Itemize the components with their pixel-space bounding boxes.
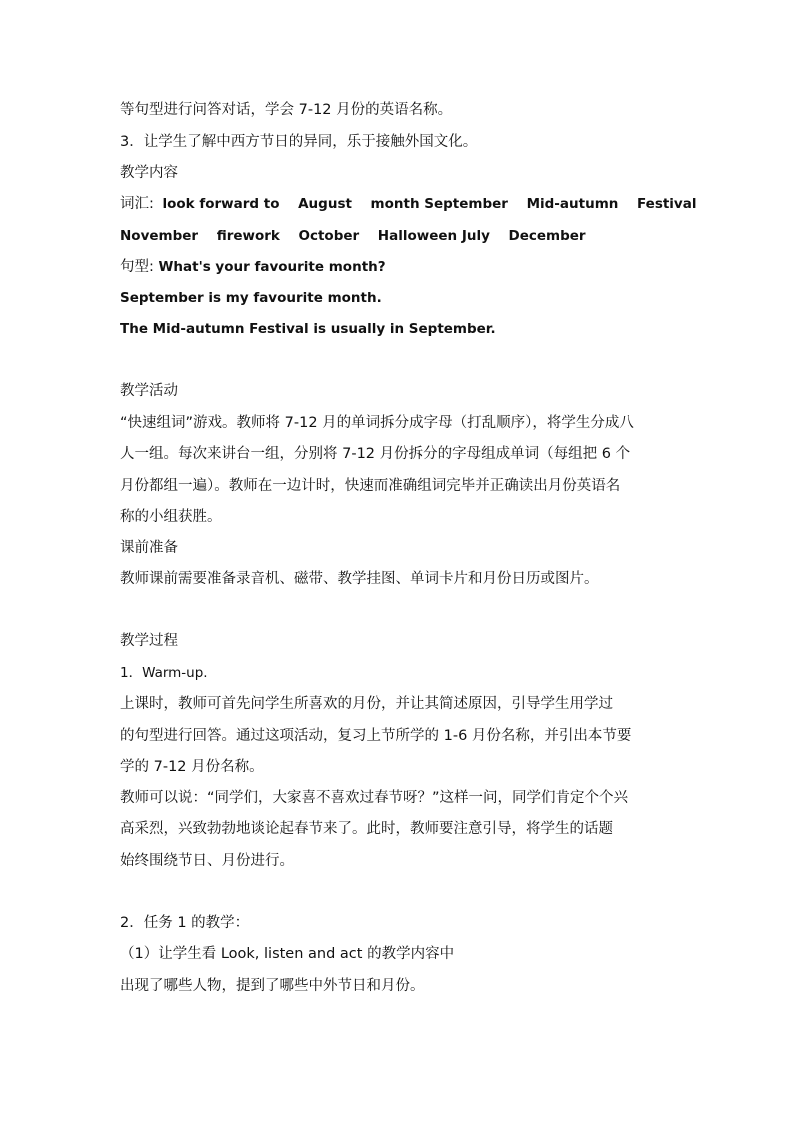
step-1-line: 教师可以说：“同学们，大家喜不喜欢过春节呀？”这样一问，同学们肯定个个兴 xyxy=(120,790,629,806)
step-1-line: 高采烈，兴致勃勃地谈论起春节来了。此时，教师要注意引导，将学生的话题 xyxy=(120,821,613,837)
step-2-title: 2．任务 1 的教学： xyxy=(120,915,250,931)
activity-line: 人一组。每次来讲台一组，分别将 7-12 月份拆分的字母组成单词（每组把 6 个 xyxy=(120,446,631,462)
step-1-line: 始终围绕节日、月份进行。 xyxy=(120,853,294,869)
step-2-line: （1）让学生看 Look, listen and act 的教学内容中 xyxy=(120,946,455,962)
vocab-word: August xyxy=(298,196,352,212)
vocab-word: Mid-autumn xyxy=(526,196,619,212)
vocab-word: December xyxy=(508,228,586,244)
vocab-word: look forward to xyxy=(162,196,280,212)
vocabulary-row-1 xyxy=(120,194,710,214)
objective-3: 3．让学生了解中西方节日的异同，乐于接触外国文化。 xyxy=(120,134,478,150)
sentence-pattern-line xyxy=(120,257,386,277)
step-1-title-text: 1．Warm-up. xyxy=(120,665,208,681)
heading-teaching-process: 教学过程 xyxy=(120,633,178,649)
step-1-line: 的句型进行回答。通过这项活动，复习上节所学的 1-6 月份名称，并引出本节要 xyxy=(120,728,632,744)
step-2-line: 出现了哪些人物，提到了哪些中外节日和月份。 xyxy=(120,978,425,994)
preparation-line: 教师课前需要准备录音机、磁带、教学挂图、单词卡片和月份日历或图片。 xyxy=(120,571,599,587)
vocab-word: Halloween July xyxy=(377,228,490,244)
vocab-word: firework xyxy=(216,228,280,244)
vocab-word: November xyxy=(120,228,199,244)
step-1-title xyxy=(120,663,208,683)
heading-teaching-content: 教学内容 xyxy=(120,165,178,181)
vocab-word: October xyxy=(298,228,360,244)
objectives-continued: 等句型进行问答对话，学会 7-12 月份的英语名称。 xyxy=(120,102,453,118)
vocab-word: month September xyxy=(370,196,508,212)
activity-line: “快速组词”游戏。教师将 7-12 月的单词拆分成字母（打乱顺序），将学生分成八 xyxy=(120,415,634,431)
step-1-line: 学的 7-12 月份名称。 xyxy=(120,759,264,775)
activity-line: 月份都组一遍）。教师在一边计时，快速而准确组词完毕并正确读出月份英语名 xyxy=(120,478,621,494)
activity-line: 称的小组获胜。 xyxy=(120,509,222,525)
sentence-2: September is my favourite month. xyxy=(120,290,382,306)
vocab-word: Festival xyxy=(636,196,697,212)
vocab-label: 词汇: xyxy=(120,196,154,212)
vocabulary-row-2 xyxy=(120,226,600,246)
sentence-label: 句型: xyxy=(120,259,154,275)
heading-preparation: 课前准备 xyxy=(120,540,178,556)
sentence-1: What's your favourite month? xyxy=(158,259,386,275)
step-1-line: 上课时，教师可首先问学生所喜欢的月份，并让其简述原因，引导学生用学过 xyxy=(120,696,613,712)
heading-teaching-activity: 教学活动 xyxy=(120,383,178,399)
sentence-3: The Mid-autumn Festival is usually in September. xyxy=(120,321,496,337)
